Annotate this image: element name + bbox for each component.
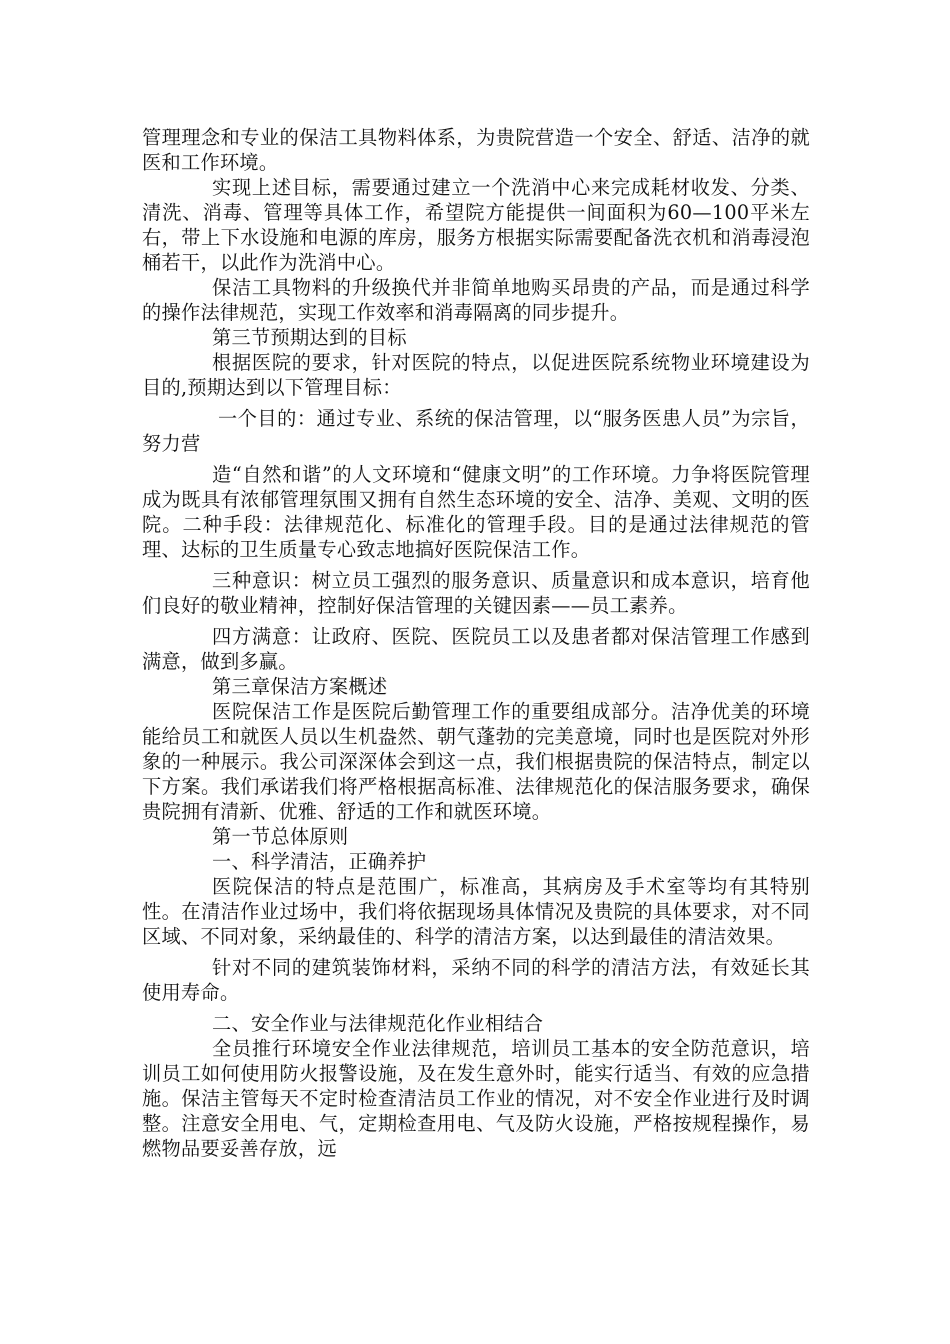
paragraph-hospital-cleaning-features: 医院保洁的特点是范围广，标准高，其病房及手术室等均有其特别性。在清洁作业过场中，我们将依据现场具体情况及贵院的具体要求，对不同区域、不同对象，采纳最佳的、科学的清洁方案，以达到最佳的清洁效果。 <box>142 875 810 948</box>
subheading-scientific-cleaning: 一、科学清洁，正确养护 <box>212 850 427 873</box>
paragraph-intro-continued: 管理理念和专业的保洁工具物料体系，为贵院营造一个安全、舒适、洁净的就医和工作环境。 <box>142 126 810 174</box>
paragraph-disinfection-center: 实现上述目标，需要通过建立一个洗消中心来完成耗材收发、分类、清洗、消毒、管理等具体工作，希望院方能提供一间面积为60—100平米左右，带上下水设施和电源的库房，服务方根据实际需要配备洗衣机和消毒浸泡桶若干，以此作为洗消中心。 <box>142 176 810 274</box>
paragraph-two-means: 造“自然和谐”的人文环境和“健康文明”的工作环境。力争将医院管理成为既具有浓郁管理氛围又拥有自然生态环境的安全、洁净、美观、文明的医院。二种手段：法律规范化、标准化的管理手段。目的是通过法律规范的管理、达标的卫生质量专心致志地搞好医院保洁工作。 <box>142 463 810 561</box>
paragraph-tool-upgrade: 保洁工具物料的升级换代并非简单地购买昂贵的产品，而是通过科学的操作法律规范，实现工作效率和消毒隔离的同步提升。 <box>142 276 810 324</box>
paragraph-four-satisfaction: 四方满意：让政府、医院、医院员工以及患者都对保洁管理工作感到满意，做到多赢。 <box>142 625 810 673</box>
document-body <box>142 125 810 1161</box>
section-heading-general-principles: 第一节总体原则 <box>212 825 349 848</box>
paragraph-cleaning-overview: 医院保洁工作是医院后勤管理工作的重要组成部分。洁净优美的环境能给员工和就医人员以生机盎然、朝气蓬勃的完美意境，同时也是医院对外形象的一种展示。我公司深深体会到这一点，我们根据贵院的保洁特点，制定以下方案。我们承诺我们将严格根据高标准、法律规范化的保洁服务要求，确保贵院拥有清新、优雅、舒适的工作和就医环境。 <box>142 700 810 823</box>
paragraph-material-methods: 针对不同的建筑装饰材料，采纳不同的科学的清洁方法，有效延长其使用寿命。 <box>142 956 810 1004</box>
subheading-safe-operation: 二、安全作业与法律规范化作业相结合 <box>212 1012 544 1035</box>
chapter-heading-cleaning-plan: 第三章保洁方案概述 <box>212 675 388 698</box>
paragraph-management-goals: 根据医院的要求，针对医院的特点，以促进医院系统物业环境建设为目的,预期达到以下管理目标： <box>142 351 810 399</box>
paragraph-three-awareness: 三种意识：树立员工强烈的服务意识、质量意识和成本意识，培育他们良好的敬业精神，控制好保洁管理的关键因素——员工素养。 <box>142 569 810 617</box>
paragraph-safety-norms: 全员推行环境安全作业法律规范，培训员工基本的安全防范意识，培训员工如何使用防火报警设施，及在发生意外时，能实行适当、有效的应急措施。保洁主管每天不定时检查清洁员工作业的情况，对不安全作业进行及时调整。注意安全用电、气，定期检查用电、气及防火设施，严格按规程操作，易燃物品要妥善存放，远 <box>142 1037 810 1160</box>
paragraph-one-purpose: 一个目的：通过专业、系统的保洁管理，以“服务医患人员”为宗旨，努力营 <box>142 407 810 455</box>
section-heading-expected-goals: 第三节预期达到的目标 <box>212 326 407 349</box>
